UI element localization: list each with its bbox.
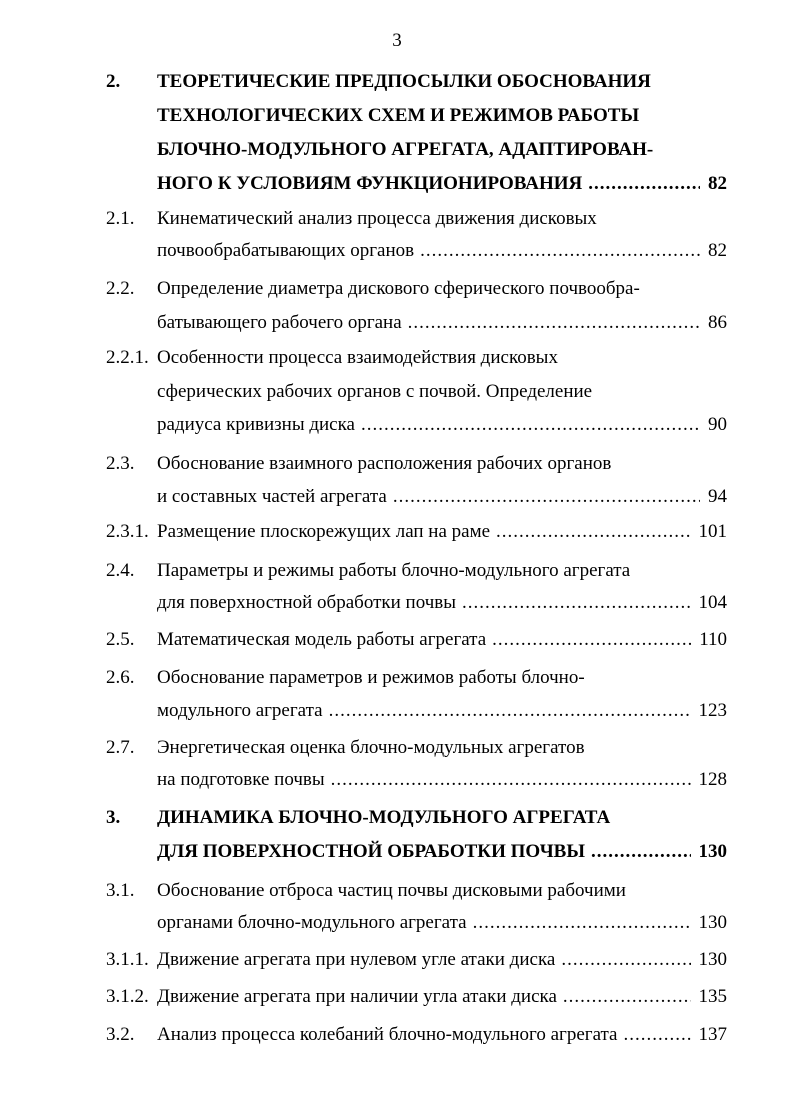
toc-entry-page: 90 xyxy=(708,414,727,435)
toc-entry-page: 130 xyxy=(698,949,727,970)
toc-entry-title-line: ДЛЯ ПОВЕРХНОСТНОЙ ОБРАБОТКИ ПОЧВЫ xyxy=(157,841,585,862)
toc-leader-dots xyxy=(408,312,700,334)
toc-entry-number: 2.7. xyxy=(106,737,135,758)
toc-entry-page: 101 xyxy=(698,521,727,542)
toc-entry-number: 3.1. xyxy=(106,880,135,901)
toc-entry-page: 130 xyxy=(698,912,727,933)
toc-entry-page: 86 xyxy=(708,312,727,333)
toc-entry-title-line: Движение агрегата при нулевом угле атаки диска xyxy=(157,949,556,970)
toc-entry-title-line: ТЕОРЕТИЧЕСКИЕ ПРЕДПОСЫЛКИ ОБОСНОВАНИЯ xyxy=(157,71,651,92)
toc-leader-dots xyxy=(588,173,700,195)
toc-leader-dots xyxy=(331,769,691,791)
toc-entry-number: 3. xyxy=(106,807,121,828)
toc-entry-number: 2. xyxy=(106,71,121,92)
toc-entry-number: 2.3.1. xyxy=(106,521,149,542)
toc-leader-dots xyxy=(624,1024,691,1046)
toc-entry-page: 94 xyxy=(708,486,727,507)
toc-entry-title-line: Математическая модель работы агрегата xyxy=(157,629,487,650)
toc-entry-number: 2.1. xyxy=(106,208,135,229)
toc-entry-title-line: ТЕХНОЛОГИЧЕСКИХ СХЕМ И РЕЖИМОВ РАБОТЫ xyxy=(157,105,640,126)
toc-entry-page: 130 xyxy=(698,841,727,862)
toc-entry-title-line: на подготовке почвы xyxy=(157,769,325,790)
toc-entry-number: 2.4. xyxy=(106,560,135,581)
toc-leader-dots xyxy=(563,986,691,1008)
toc-leader-dots xyxy=(496,521,690,543)
toc-entry-title-line: Особенности процесса взаимодействия дисковых xyxy=(157,347,558,368)
toc-entry-title-line: Определение диаметра дискового сферического почвообра- xyxy=(157,278,640,299)
toc-entry-number: 2.5. xyxy=(106,629,135,650)
toc-entry-title-line: Обоснование параметров и режимов работы блочно- xyxy=(157,667,585,688)
toc-leader-dots xyxy=(492,629,691,651)
toc-entry-title-line: Размещение плоскорежущих лап на раме xyxy=(157,521,491,542)
toc-leader-dots xyxy=(329,700,691,722)
toc-entry-title-line: ДИНАМИКА БЛОЧНО-МОДУЛЬНОГО АГРЕГАТА xyxy=(157,807,611,828)
toc-entry-page: 104 xyxy=(698,592,727,613)
toc-entry-title-line: батывающего рабочего органа xyxy=(157,312,402,333)
toc-entry-title-line: для поверхностной обработки почвы xyxy=(157,592,456,613)
toc-entry-page: 137 xyxy=(698,1024,727,1045)
toc-entry-title-line: Обоснование взаимного расположения рабочих органов xyxy=(157,453,612,474)
toc-entry-number: 2.3. xyxy=(106,453,135,474)
toc-entry-number: 3.2. xyxy=(106,1024,135,1045)
toc-leader-dots xyxy=(361,414,700,436)
toc-entry-number: 3.1.1. xyxy=(106,949,149,970)
page-number: 3 xyxy=(392,30,402,51)
toc-entry-page: 128 xyxy=(698,769,727,790)
toc-entry-title-line: Движение агрегата при наличии угла атаки диска xyxy=(157,986,557,1007)
toc-entry-title-line: Кинематический анализ процесса движения дисковых xyxy=(157,208,597,229)
toc-entry-title-line: НОГО К УСЛОВИЯМ ФУНКЦИОНИРОВАНИЯ xyxy=(157,173,583,194)
toc-entry-page: 82 xyxy=(708,173,727,194)
toc-leader-dots xyxy=(473,912,691,934)
toc-leader-dots xyxy=(462,592,691,614)
toc-entry-page: 123 xyxy=(698,700,727,721)
toc-entry-title-line: Параметры и режимы работы блочно-модульного агрегата xyxy=(157,560,631,581)
toc-entry-number: 3.1.2. xyxy=(106,986,149,1007)
toc-entry-title-line: Энергетическая оценка блочно-модульных агрегатов xyxy=(157,737,585,758)
toc-leader-dots xyxy=(420,240,700,262)
toc-entry-title-line: почвообрабатывающих органов xyxy=(157,240,415,261)
toc-entry-page: 110 xyxy=(699,629,727,650)
toc-entry-title-line: радиуса кривизны диска xyxy=(157,414,355,435)
toc-entry-page: 82 xyxy=(708,240,727,261)
toc-entry-title-line: БЛОЧНО-МОДУЛЬНОГО АГРЕГАТА, АДАПТИРОВАН- xyxy=(157,139,654,160)
toc-entry-title-line: Анализ процесса колебаний блочно-модульного агрегата xyxy=(157,1024,618,1045)
toc-leader-dots xyxy=(561,949,690,971)
toc-leader-dots xyxy=(591,841,691,863)
toc-entry-title-line: Обоснование отброса частиц почвы дисковыми рабочими xyxy=(157,880,626,901)
toc-leader-dots xyxy=(393,486,700,508)
toc-entry-title-line: модульного агрегата xyxy=(157,700,323,721)
toc-entry-number: 2.2. xyxy=(106,278,135,299)
toc-entry-page: 135 xyxy=(698,986,727,1007)
toc-entry-number: 2.6. xyxy=(106,667,135,688)
toc-entry-number: 2.2.1. xyxy=(106,347,149,368)
toc-entry-title-line: и составных частей агрегата xyxy=(157,486,387,507)
toc-entry-title-line: органами блочно-модульного агрегата xyxy=(157,912,467,933)
toc-entry-title-line: сферических рабочих органов с почвой. Определение xyxy=(157,381,593,402)
